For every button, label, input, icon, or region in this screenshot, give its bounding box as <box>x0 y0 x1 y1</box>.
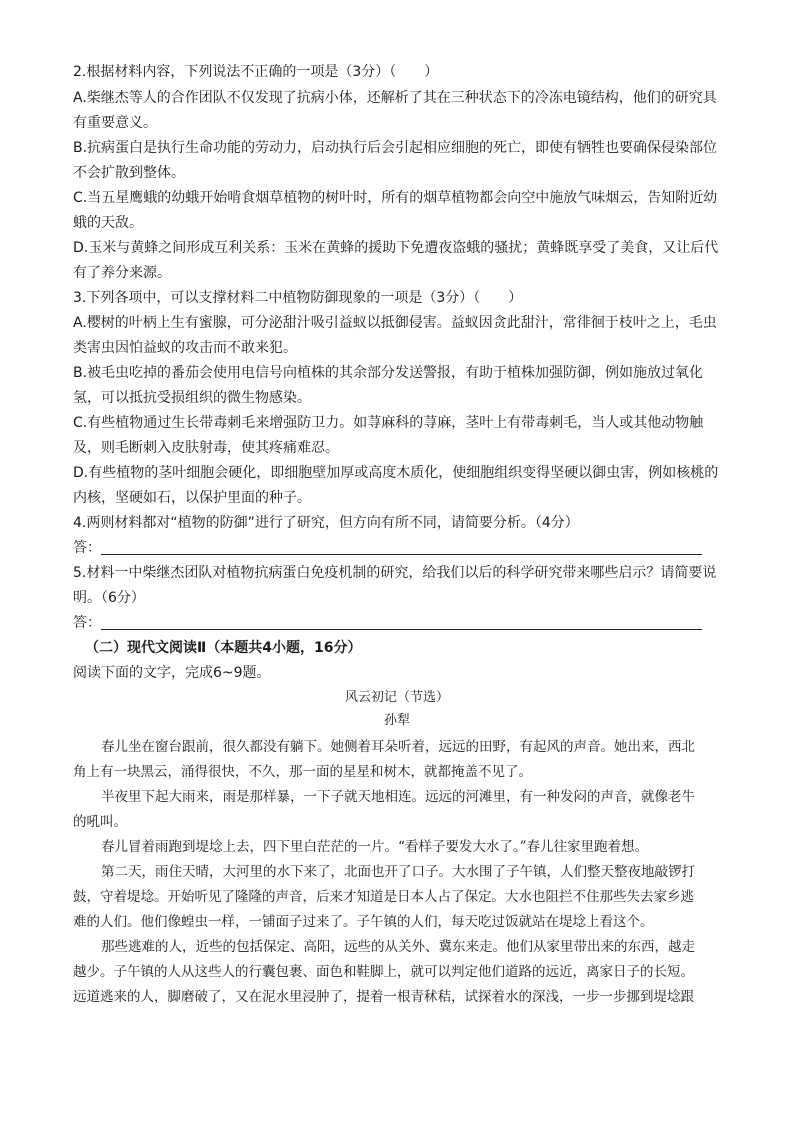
q2-option-d-line1: D.玉米与黄蜂之间形成互利关系：玉米在黄蜂的援助下免遭夜盗蛾的骚扰；黄蜂既享受了美食，又让后代 <box>73 240 719 256</box>
q3-option-d-line2: 内核，坚硬如石，以保护里面的种子。 <box>73 490 311 506</box>
q3-option-b-line2: 氢，可以抵抗受损组织的微生物感染。 <box>73 390 311 406</box>
q2-option-d-line2: 有了养分来源。 <box>73 265 171 281</box>
q3-option-c-line2: 及，则毛断刺入皮肤射毒，使其疼痛难忍。 <box>73 440 339 456</box>
q5-answer-line[interactable] <box>101 629 702 630</box>
q2-option-c-line1: C.当五星鹰蛾的幼蛾开始啃食烟草植物的树叶时，所有的烟草植物都会向空中施放气味烟云，告知附近幼 <box>73 190 718 206</box>
q3-option-d-line1: D.有些植物的茎叶细胞会硬化，即细胞壁加厚或高度木质化，使细胞组织变得坚硬以御虫害，例如核桃的 <box>73 465 719 481</box>
q4-answer-line[interactable] <box>101 554 702 555</box>
passage-p2-line2: 的吼叫。 <box>73 814 127 830</box>
q5-answer-label: 答： <box>73 615 101 631</box>
passage-p3: 春儿冒着雨跑到堤埝上去，四下里白茫茫的一片。“看样子要发大水了。”春儿往家里跑着想。 <box>101 839 649 855</box>
passage-p4-line2: 鼓，守着堤埝。开始听见了隆隆的声音，后来才知道是日本人占了保定。大水也阻拦不住那些失去家乡逃 <box>73 889 694 905</box>
q3-option-b-line1: B.被毛虫吃掉的番茄会使用电信号向植株的其余部分发送警报，有助于植株加强防御，例如施放过氧化 <box>73 365 704 381</box>
q2-option-b-line2: 不会扩散到整体。 <box>73 165 185 181</box>
q5-stem-line1: 5.材料一中柴继杰团队对植物抗病蛋白免疫机制的研究，给我们以后的科学研究带来哪些启示？请简要说 <box>73 565 717 581</box>
passage-title: 风云初记（节选） <box>344 690 449 705</box>
q4-stem: 4.两则材料都对“植物的防御”进行了研究，但方向有所不同，请简要分析。（4分） <box>73 515 579 531</box>
section-instruction: 阅读下面的文字，完成6~9题。 <box>73 665 271 681</box>
passage-p2-line1: 半夜里下起大雨来，雨是那样暴，一下子就天地相连。远远的河滩里，有一种发闷的声音，就像老牛 <box>101 789 695 805</box>
q2-option-a-line1: A.柴继杰等人的合作团队不仅发现了抗病小体，还解析了其在三种状态下的冷冻电镜结构，他们的研究具 <box>73 90 717 106</box>
passage-p5-line2: 越少。子午镇的人从这些人的行囊包裹、面色和鞋脚上，就可以判定他们道路的远近，离家日子的长短。 <box>73 964 694 980</box>
passage-p4-line1: 第二天，雨住天晴，大河里的水下来了，北面也开了口子。大水围了子午镇，人们整天整夜地敲锣打 <box>101 864 695 880</box>
section-heading: （二）现代文阅读Ⅱ（本题共4小题，16分） <box>85 640 362 656</box>
q2-stem: 2.根据材料内容，下列说法不正确的一项是（3分）（ ） <box>73 64 439 80</box>
q2-option-c-line2: 蛾的天敌。 <box>73 215 143 231</box>
q3-option-c-line1: C.有些植物通过生长带毒刺毛来增强防卫力。如荨麻科的荨麻，茎叶上有带毒刺毛，当人或其他动物触 <box>73 415 704 431</box>
q3-option-a-line1: A.樱树的叶柄上生有蜜腺，可分泌甜汁吸引益蚁以抵御侵害。益蚁因贪此甜汁，常徘徊于枝叶之上，毛虫 <box>73 315 717 331</box>
passage-p1-line1: 春儿坐在窗台跟前，很久都没有躺下。她侧着耳朵听着，远远的田野，有起风的声音。她出来，西北 <box>101 739 695 755</box>
passage-author: 孙犁 <box>383 713 410 728</box>
q3-option-a-line2: 类害虫因怕益蚁的攻击而不敢来犯。 <box>73 340 297 356</box>
q2-option-b-line1: B.抗病蛋白是执行生命功能的劳动力，启动执行后会引起相应细胞的死亡，即使有牺牲也要确保侵染部位 <box>73 140 718 156</box>
passage-p5-line1: 那些逃难的人，近些的包括保定、高阳，远些的从关外、冀东来走。他们从家里带出来的东西，越走 <box>101 939 695 955</box>
q2-option-a-line2: 有重要意义。 <box>73 115 157 131</box>
passage-p4-line3: 难的人们。他们像蝗虫一样，一铺面子过来了。子午镇的人们，每天吃过饭就站在堤埝上看这个。 <box>73 914 654 930</box>
q3-stem: 3.下列各项中，可以支撑材料二中植物防御现象的一项是（3分）（ ） <box>73 290 523 306</box>
q4-answer-label: 答： <box>73 540 101 556</box>
passage-p5-line3: 远道逃来的人，脚磨破了，又在泥水里浸肿了，提着一根青秫秸，试探着水的深浅，一步一步挪到堤埝跟 <box>73 989 694 1005</box>
passage-p1-line2: 角上有一块黑云，涌得很快，不久，那一面的星星和树木，就都掩盖不见了。 <box>73 764 532 780</box>
q5-stem-line2: 明。（6分） <box>73 590 145 606</box>
